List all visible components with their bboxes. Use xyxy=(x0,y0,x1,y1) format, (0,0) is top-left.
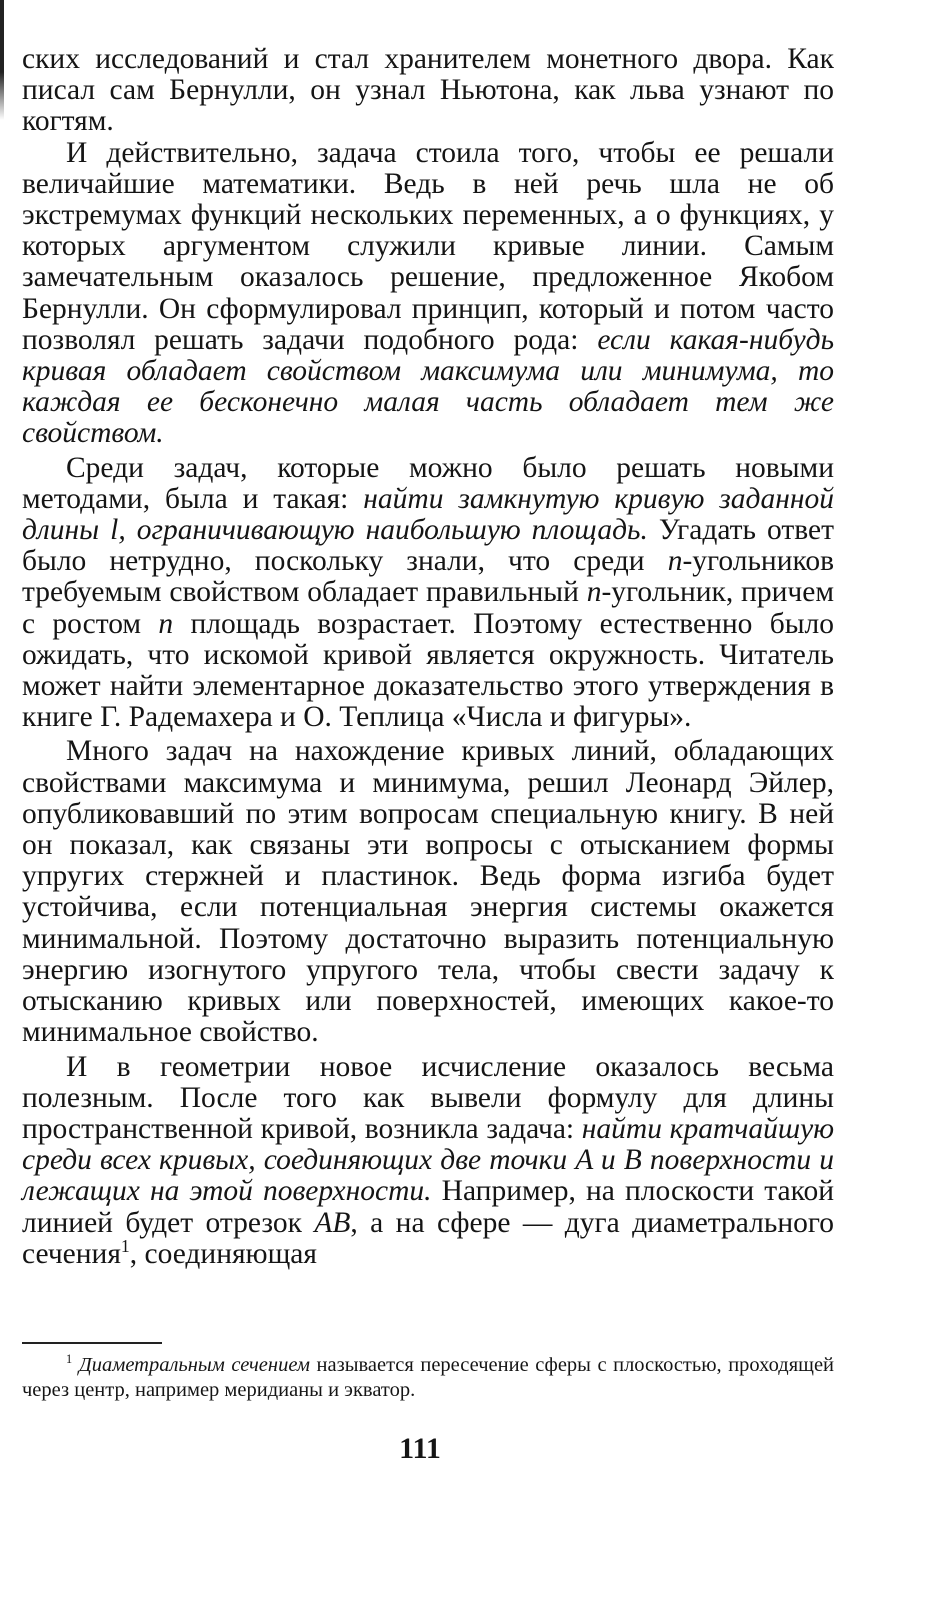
isoperimetric-problem: найти замкнутую кривую заданной длины l, ограничивающую наибольшую площадь. xyxy=(22,482,834,547)
footnote-text: называется пересечение сферы с плоскостью, проходящей через центр, например меридианы и экватор. xyxy=(22,1354,835,1401)
paragraph-5-text-d: , соединяющая xyxy=(129,1237,317,1270)
footnote-term: Диаметральным сечением xyxy=(78,1354,311,1376)
paragraph-5-text-a: И в геометрии новое исчисление оказалось весьма полезным. После того как вывели формулу для длины пространственной кривой, возникла задача: xyxy=(22,1050,834,1145)
segment-ab: AB xyxy=(314,1206,351,1239)
paragraph-5-text-b: Например, на плоскости такой линией будет отрезок xyxy=(22,1175,834,1239)
scan-edge-mark xyxy=(0,0,4,120)
variable-n: n xyxy=(586,576,602,609)
paragraph-2-text: И действительно, задача стоила того, чтобы ее решали величайшие математики. Ведь в ней речь шла не об экстремумах функций нескольких переменных, а о функциях, у которых аргументом служили кривые линии. Самым замечательным оказалось решение, предложенное Якобом Бернулли. Он сформулировал принцип, который и потом часто позволял решать задачи подобного рода: xyxy=(22,136,834,356)
paragraph-3-text-d: -угольник, причем с ростом xyxy=(22,576,834,640)
jacob-bernoulli-principle: если какая-нибудь кривая обладает свойством максимума или минимума, то каждая ее бесконечно малая часть обладает тем же свойством. xyxy=(22,323,835,450)
footnote-marker: 1 xyxy=(66,1352,73,1367)
paragraph-4 xyxy=(22,736,834,1048)
variable-n: n xyxy=(667,545,683,578)
paragraph-5-text-c: , а на сфере — дуга диаметрального сечения xyxy=(22,1206,834,1270)
variable-n: n xyxy=(158,607,174,640)
paragraph-1 xyxy=(22,44,834,138)
paragraph-2 xyxy=(22,138,834,450)
paragraph-3-text-a: Среди задач, которые можно было решать новыми методами, была и такая: xyxy=(22,451,834,515)
paragraph-3 xyxy=(22,453,834,734)
paragraph-3-text-b: Угадать ответ было нетрудно, поскольку знали, что среди xyxy=(22,514,834,578)
paragraph-5 xyxy=(22,1052,834,1270)
geodesic-problem: найти кратчайшую среди всех кривых, соединяющих две точки A и B поверхности и лежащих на этой поверхности. xyxy=(22,1112,834,1208)
paragraph-3-text-c: -угольников требуемым свойством обладает правильный xyxy=(22,545,834,609)
footnote-divider xyxy=(22,1342,162,1344)
footnote-reference: 1 xyxy=(120,1235,130,1256)
paragraph-1-text: ских исследований и стал хранителем монетного двора. Как писал сам Бернулли, он узнал Ньютона, как льва узнают по когтям. xyxy=(22,43,834,138)
footnote xyxy=(22,1353,834,1403)
page-body xyxy=(22,44,834,1270)
paragraph-3-text-e: площадь возрастает. Поэтому естественно было ожидать, что искомой кривой является окружность. Читатель может найти элементарное доказательство этого утверждения в книге Г. Радемахера и О. Теплица «Числа и фигуры». xyxy=(22,607,835,734)
paragraph-4-text: Много задач на нахождение кривых линий, обладающих свойствами максимума и минимума, решил Леонард Эйлер, опубликовавший по этим вопросам специальную книгу. В ней он показал, как связаны эти вопросы с отысканием формы упругих стержней и пластинок. Ведь форма изгиба будет устойчива, если потенциальная энергия системы окажется минимальной. Поэтому достаточно выразить потенциальную энергию изогнутого упругого тела, чтобы свести задачу к отысканию кривых или поверхностей, имеющих какое-то минимальное свойство. xyxy=(22,735,834,1049)
page-number: 111 xyxy=(399,1432,441,1465)
